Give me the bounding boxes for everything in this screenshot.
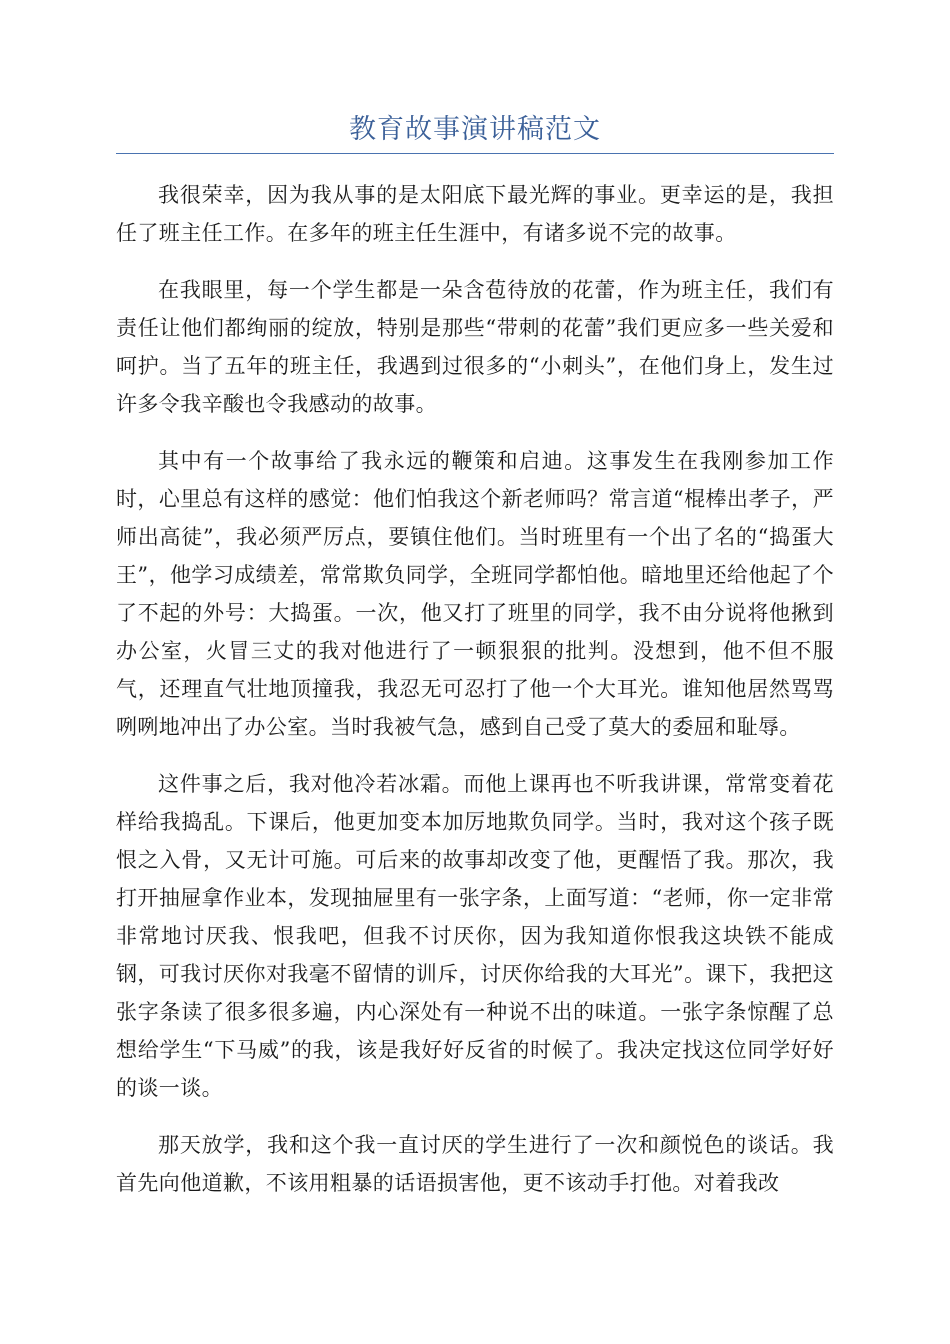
paragraph: 在我眼里，每一个学生都是一朵含苞待放的花蕾，作为班主任，我们有责任让他们都绚丽的绽放，特别是那些“带刺的花蕾”我们更应多一些关爱和呵护。当了五年的班主任，我遇到过很多的“小刺头”，在他们身上，发生过许多令我辛酸也令我感动的故事。	[116, 278, 834, 416]
paragraph: 我很荣幸，因为我从事的是太阳底下最光辉的事业。更幸运的是，我担任了班主任工作。在多年的班主任生涯中，有诸多说不完的故事。	[116, 183, 834, 245]
paragraph: 这件事之后，我对他冷若冰霜。而他上课再也不听我讲课，常常变着花样给我捣乱。下课后，他更加变本加厉地欺负同学。当时，我对这个孩子既恨之入骨，又无计可施。可后来的故事却改变了他，更醒悟了我。那次，我打开抽屉拿作业本，发现抽屉里有一张字条，上面写道：“老师，你一定非常非常地讨厌我、恨我吧，但我不讨厌你，因为我知道你恨我这块铁不能成钢，可我讨厌你对我毫不留情的训斥，讨厌你给我的大耳光”。课下，我把这张字条读了很多很多遍，内心深处有一种说不出的味道。一张字条惊醒了总想给学生“下马威”的我，该是我好好反省的时候了。我决定找这位同学好好的谈一谈。	[116, 772, 834, 1100]
document-body	[116, 176, 834, 1221]
document-title: 教育故事演讲稿范文	[349, 114, 601, 145]
title-underline	[116, 153, 834, 154]
paragraph: 其中有一个故事给了我永远的鞭策和启迪。这事发生在我刚参加工作时，心里总有这样的感觉：他们怕我这个新老师吗？常言道“棍棒出孝子，严师出高徒”，我必须严厉点，要镇住他们。当时班里有一个出了名的“捣蛋大王”，他学习成绩差，常常欺负同学，全班同学都怕他。暗地里还给他起了个了不起的外号：大捣蛋。一次，他又打了班里的同学，我不由分说将他揪到办公室，火冒三丈的我对他进行了一顿狠狠的批判。没想到，他不但不服气，还理直气壮地顶撞我，我忍无可忍打了他一个大耳光。谁知他居然骂骂咧咧地冲出了办公室。当时我被气急，感到自己受了莫大的委屈和耻辱。	[116, 449, 834, 739]
paragraph: 那天放学，我和这个我一直讨厌的学生进行了一次和颜悦色的谈话。我首先向他道歉，不该用粗暴的话语损害他，更不该动手打他。对着我改	[116, 1133, 834, 1195]
